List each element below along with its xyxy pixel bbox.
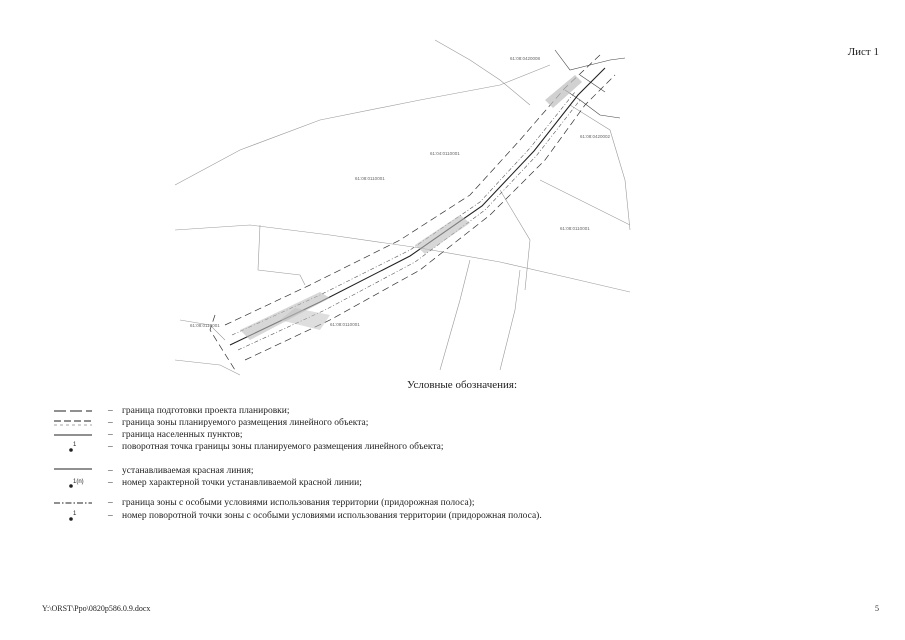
point-icon xyxy=(52,510,94,522)
legend-item-zone-boundary xyxy=(52,417,752,429)
legend-item-roadside-zone xyxy=(52,497,752,509)
parcel-label: 61:08:0420008 xyxy=(510,56,541,61)
parcel-label: 61:04:0110001 xyxy=(430,151,460,156)
double-dash-line-icon xyxy=(52,417,94,429)
legend-separator: – xyxy=(108,418,113,428)
parcel-label: 61:08:0110001 xyxy=(355,176,385,181)
legend-item-turning-point xyxy=(52,441,752,453)
dash-long-line-icon xyxy=(52,405,94,417)
legend-separator: – xyxy=(108,466,113,476)
legend-separator: – xyxy=(108,406,113,416)
linear-object-axis xyxy=(230,68,605,345)
legend-separator: – xyxy=(108,442,113,452)
parcel-label: 61:08:0110001 xyxy=(190,323,220,328)
red-line-icon xyxy=(52,465,94,477)
legend-text: граница населенных пунктов; xyxy=(122,430,243,440)
legend-text: номер поворотной точки зоны с особыми условиями использования территории (придорожная полоса). xyxy=(122,511,542,521)
legend-separator: – xyxy=(108,478,113,488)
point-marker: 1(n) xyxy=(73,479,84,485)
planning-map xyxy=(170,30,640,380)
legend-text: граница зоны с особыми условиями использования территории (придорожная полоса); xyxy=(122,498,475,508)
legend-text: поворотная точка границы зоны планируемого размещения линейного объекта; xyxy=(122,442,444,452)
point-icon xyxy=(52,441,94,453)
legend-separator: – xyxy=(108,430,113,440)
page-number: 5 xyxy=(875,604,879,613)
legend-item-roadside-point xyxy=(52,510,752,522)
point-marker: 1 xyxy=(73,511,77,517)
parcel-label: 61:08:0110001 xyxy=(560,226,590,231)
legend-title: Условные обозначения: xyxy=(407,379,518,391)
legend-text: граница зоны планируемого размещения линейного объекта; xyxy=(122,418,369,428)
legend-text: номер характерной точки устанавливаемой красной линии; xyxy=(122,478,362,488)
file-path: Y:\ORST\Ppo\0820p586.0.9.docx xyxy=(42,604,151,613)
parcel-label: 61:08:0110001 xyxy=(330,322,360,327)
legend-item-red-line xyxy=(52,465,752,477)
legend-text: граница подготовки проекта планировки; xyxy=(122,406,290,416)
legend-item-settlement-boundary xyxy=(52,429,752,441)
point-marker: 1 xyxy=(73,442,77,448)
legend-separator: – xyxy=(108,511,113,521)
hatched-area xyxy=(240,75,582,340)
legend-item-planning-boundary xyxy=(52,405,752,417)
legend-text: устанавливаемая красная линия; xyxy=(122,466,254,476)
legend-item-red-line-point xyxy=(52,477,752,489)
legend-separator: – xyxy=(108,498,113,508)
sheet-label: Лист 1 xyxy=(847,46,879,58)
point-icon xyxy=(52,477,94,489)
solid-line-icon xyxy=(52,429,94,441)
dash-dot-line-icon xyxy=(52,497,94,509)
parcel-label-group xyxy=(190,56,611,328)
parcel-label: 61:08:0420002 xyxy=(580,134,611,139)
